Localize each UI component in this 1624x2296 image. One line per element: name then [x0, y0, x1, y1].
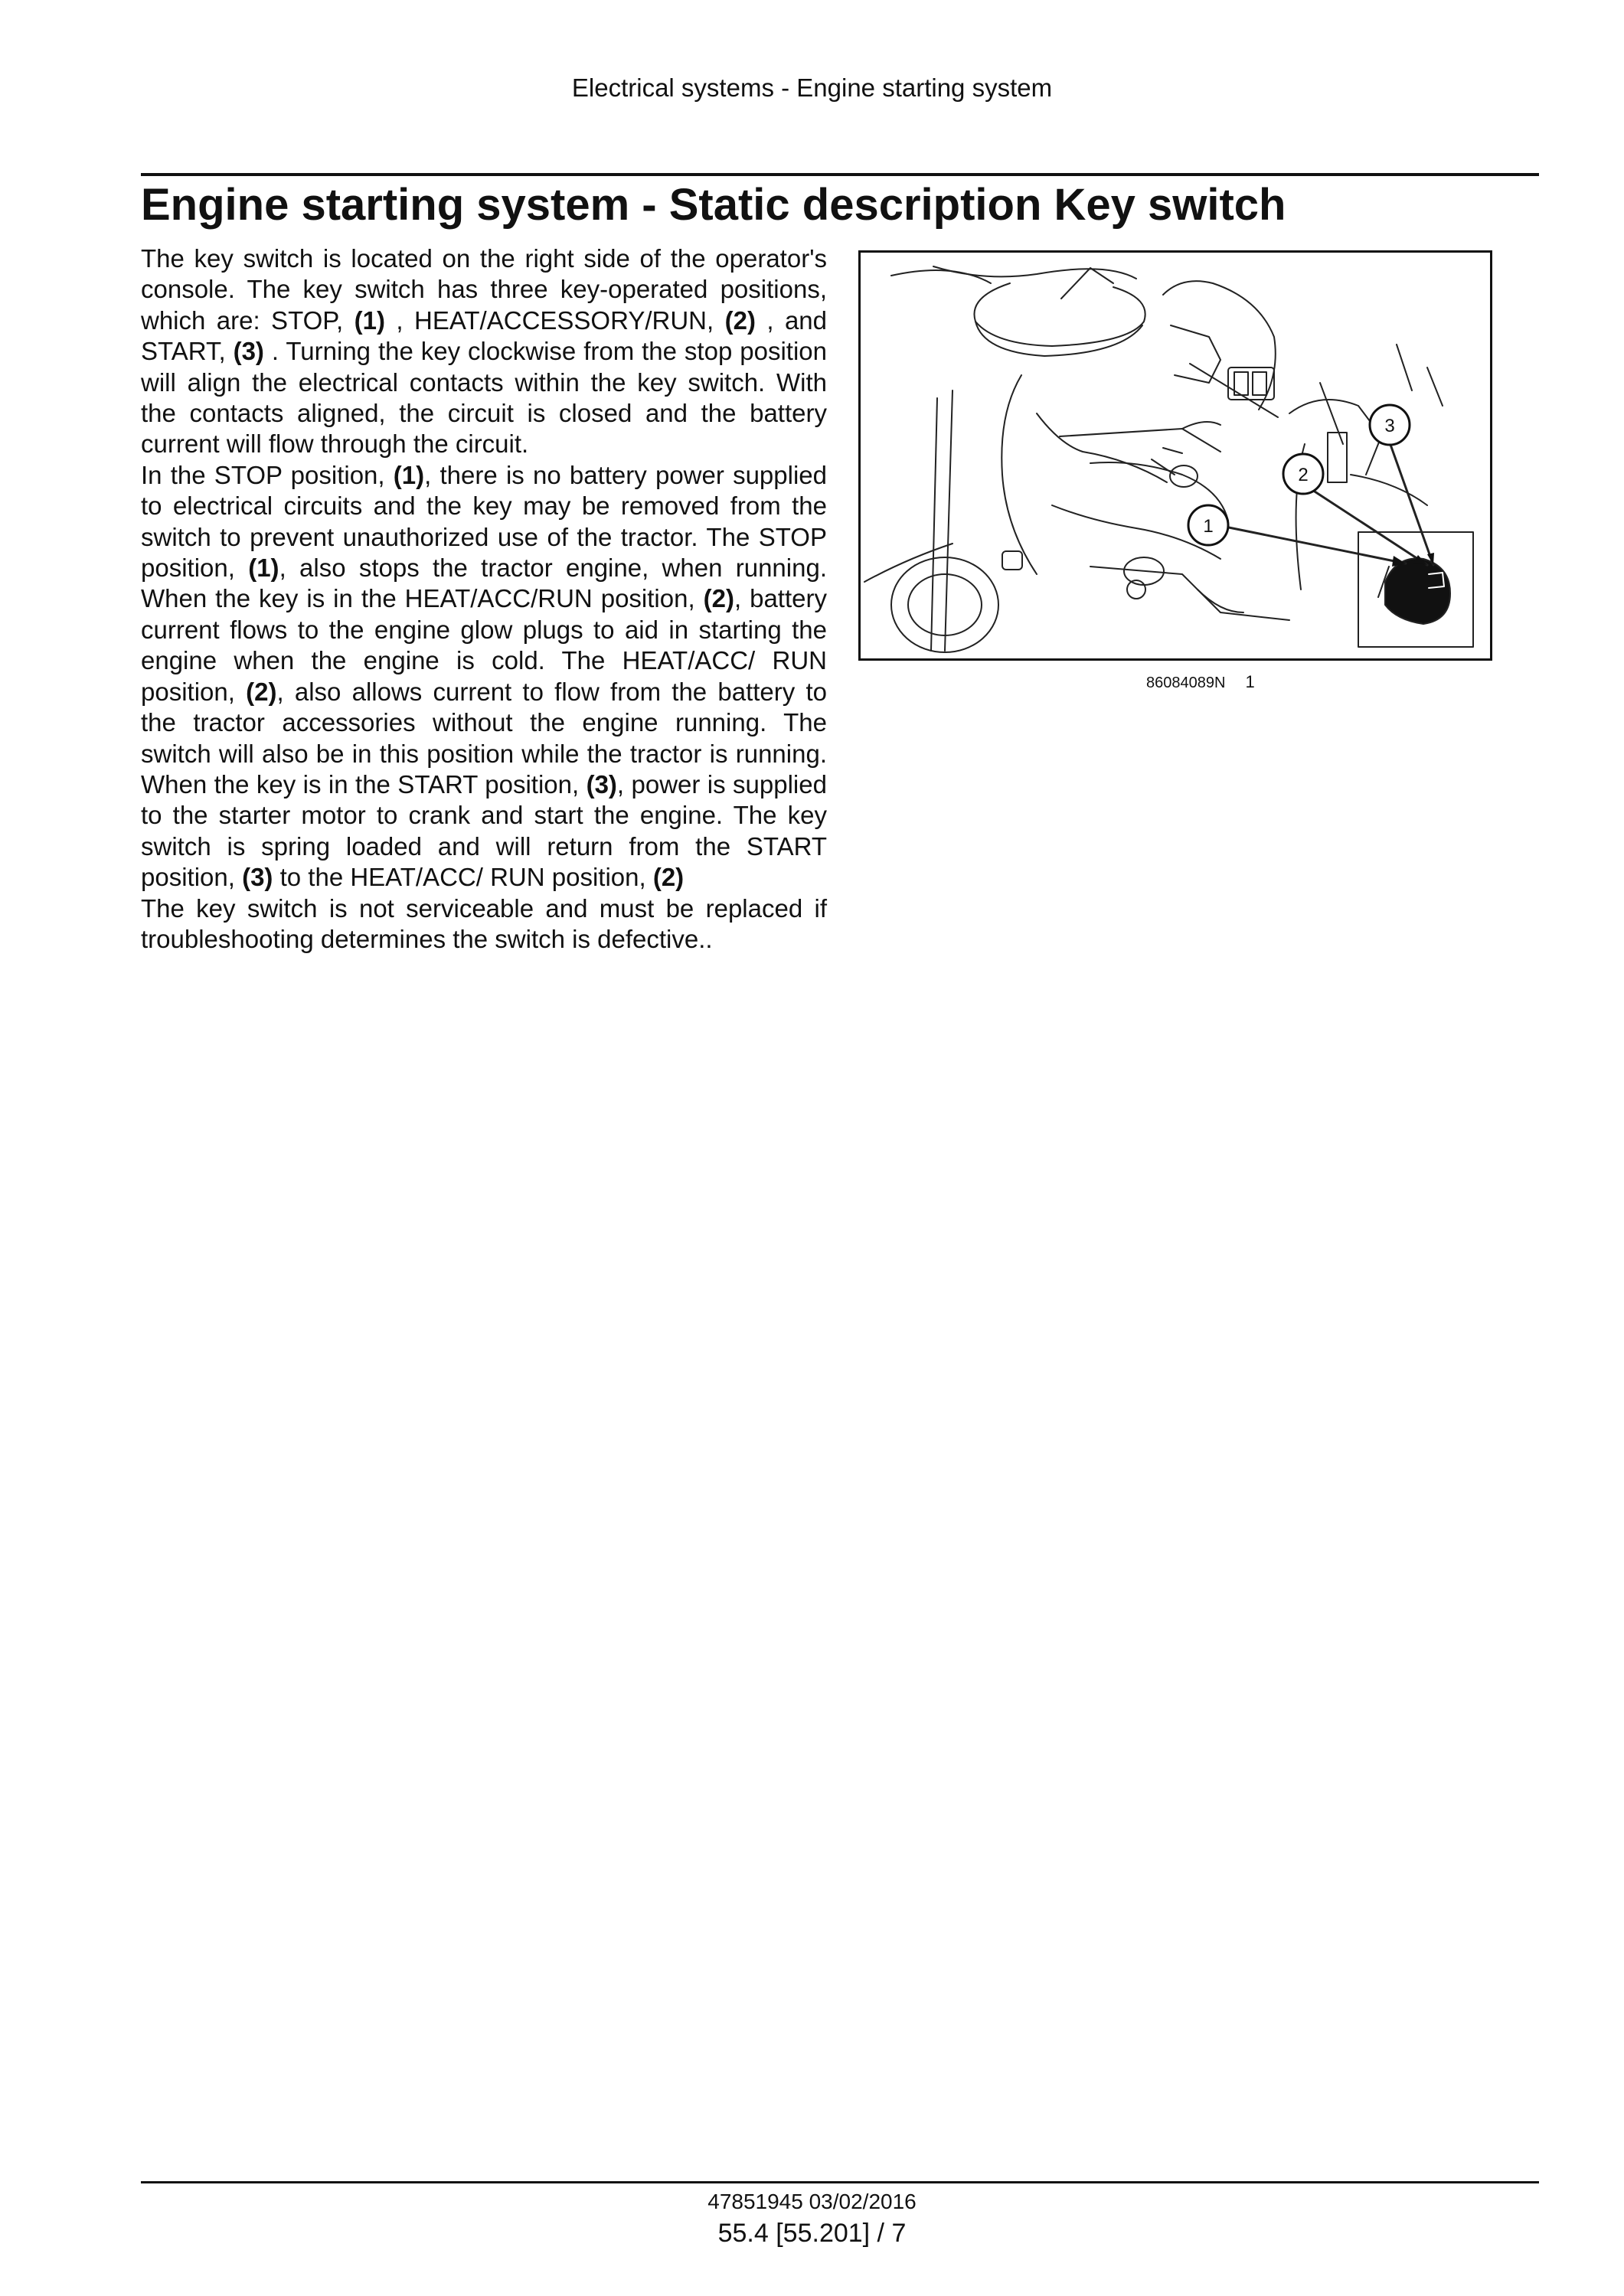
position-reference: (2)	[246, 677, 277, 706]
header-rule	[141, 173, 1539, 176]
position-reference: (3)	[242, 863, 273, 892]
text-run: , HEAT/ACCESSORY/RUN,	[385, 305, 725, 335]
paragraph-description	[141, 243, 827, 460]
position-reference: (1)	[354, 305, 385, 335]
text-run: to the HEAT/ACC/ RUN position,	[273, 863, 653, 892]
position-reference: (1)	[248, 554, 279, 583]
text-run: The key switch is located on the right side of the operator's console. The key switch has three key-operated positions, which are: STOP,	[141, 244, 827, 335]
callout-2-label: 2	[1298, 465, 1309, 485]
figure-caption	[1146, 672, 1255, 692]
key-switch-illustration	[858, 250, 1492, 661]
callout-1-label: 1	[1203, 516, 1214, 537]
text-run: , there is no battery power supplied to electrical circuits and the key may be removed from the switch to prevent unauthorized use of the tractor. The STOP position,	[141, 460, 827, 583]
position-reference: (2)	[724, 305, 756, 335]
footer-rule	[141, 2181, 1539, 2183]
paragraph-serviceability	[141, 893, 827, 955]
page-title: Engine starting system - Static description Key switch	[141, 180, 1286, 230]
text-run: , power is supplied to the starter motor to crank and start the engine. The key switch is spring loaded and will return from the START position,	[141, 769, 827, 892]
text-run: , also stops the tractor engine, when running. When the key is in the HEAT/ACC/RUN position,	[141, 554, 827, 613]
text-run: , battery current flows to the engine glow plugs to aid in starting the engine when the engine is cold. The HEAT/ACC/ RUN position,	[141, 584, 827, 706]
callout-3-label: 3	[1384, 416, 1395, 436]
body-text	[141, 243, 827, 955]
tractor-console-drawing	[861, 253, 1490, 658]
running-header: Electrical systems - Engine starting system	[571, 73, 1053, 102]
text-run: The key switch is not serviceable and must be replaced if troubleshooting determines the switch is defective..	[141, 893, 827, 953]
figure-code: 86084089N	[1146, 674, 1226, 691]
footer-page-reference: 55.4 [55.201] / 7	[717, 2219, 907, 2248]
position-reference: (2)	[652, 863, 685, 892]
position-reference: (3)	[233, 337, 264, 366]
text-run: , also allows current to flow from the battery to the tractor accessories without the engine running. The switch will also be in this position while the tractor is running. When the key is in the START position,	[141, 677, 827, 799]
footer-document-reference: 47851945 03/02/2016	[707, 2190, 917, 2213]
text-run: , and START,	[141, 305, 828, 366]
figure-number: 1	[1245, 672, 1255, 691]
text-run: In the STOP position,	[141, 460, 394, 489]
position-reference: (1)	[393, 460, 425, 489]
position-reference: (2)	[703, 584, 734, 613]
position-reference: (3)	[586, 769, 617, 799]
paragraph-positions	[141, 460, 827, 893]
text-run: . Turning the key clockwise from the stop position will align the electrical contacts within the key switch. With the contacts aligned, the circuit is closed and the battery current will flow through the circuit.	[141, 337, 827, 459]
